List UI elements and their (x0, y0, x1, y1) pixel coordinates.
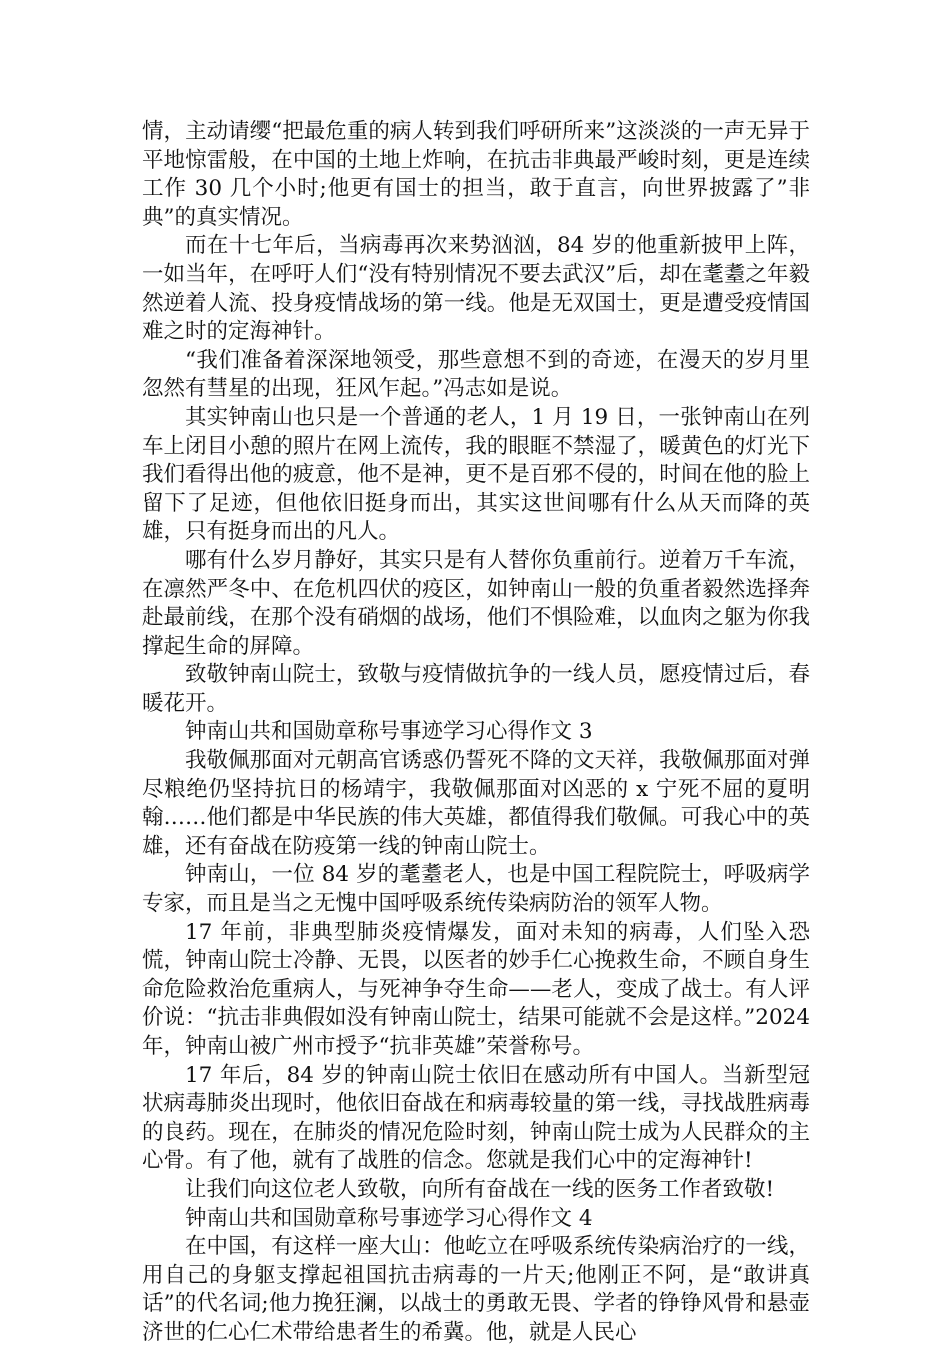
paragraph: 钟南山，一位 84 岁的耄耋老人，也是中国工程院院士，呼吸病学专家，而且是当之无愧中国呼吸系统传染病防治的领军人物。 (142, 862, 810, 917)
paragraph: 17 年前，非典型肺炎疫情爆发，面对未知的病毒，人们坠入恐慌，钟南山院士冷静、无畏，以医者的妙手仁心挽救生命，不顾自身生命危险救治危重病人，与死神争夺生命——老人，变成了战士。有人评价说：“抗击非典假如没有钟南山院士，结果可能就不会是这样。”2024 年，钟南山被广州市授予“抗非英雄”荣誉称号。 (142, 919, 810, 1059)
paragraph: “我们准备着深深地领受，那些意想不到的奇迹，在漫天的岁月里忽然有彗星的出现，狂风乍起。”冯志如是说。 (142, 347, 810, 402)
paragraph: 致敬钟南山院士，致敬与疫情做抗争的一线人员，愿疫情过后，春暖花开。 (142, 662, 810, 716)
paragraph: 情，主动请缨“把最危重的病人转到我们呼研所来”这淡淡的一声无异于平地惊雷般，在中国的土地上炸响，在抗击非典最严峻时刻，更是连续工作 30 几个小时;他更有国士的担当，敢于直言，向世界披露了”非典”的真实情况。 (142, 119, 810, 230)
section-heading: 钟南山共和国勋章称号事迹学习心得作文 4 (185, 1205, 593, 1231)
paragraph: 我敬佩那面对元朝高官诱惑仍誓死不降的文天祥，我敬佩那面对弹尽粮绝仍坚持抗日的杨靖宇，我敬佩那面对凶恶的 x 宁死不屈的夏明翰……他们都是中华民族的伟大英雄，都值得我们敬佩。可我心中的英雄，还有奋战在防疫第一线的钟南山院士。 (142, 748, 810, 859)
paragraph: 哪有什么岁月静好，其实只是有人替你负重前行。逆着万千车流，在凛然严冬中、在危机四伏的疫区，如钟南山一般的负重者毅然选择奔赴最前线，在那个没有硝烟的战场，他们不惧险难，以血肉之躯为你我撑起生命的屏障。 (142, 547, 810, 659)
paragraph: 让我们向这位老人致敬，向所有奋战在一线的医务工作者致敬! (185, 1176, 775, 1202)
paragraph: 在中国，有这样一座大山：他屹立在呼吸系统传染病治疗的一线，用自己的身躯支撑起祖国抗击病毒的一片天;他刚正不阿，是“敢讲真话”的代名词;他力挽狂澜，以战士的勇敢无畏、学者的铮铮风骨和悬壶济世的仁心仁术带给患者生的希冀。他，就是人民心 (142, 1234, 810, 1345)
paragraph: 而在十七年后，当病毒再次来势汹汹，84 岁的他重新披甲上阵，一如当年，在呼吁人们“没有特别情况不要去武汉”后，却在耄耋之年毅然逆着人流、投身疫情战场的第一线。他是无双国士，更是遭受疫情国难之时的定海神针。 (142, 233, 810, 345)
paragraph: 17 年后，84 岁的钟南山院士依旧在感动所有中国人。当新型冠状病毒肺炎出现时，他依旧奋战在和病毒较量的第一线，寻找战胜病毒的良药。现在，在肺炎的情况危险时刻，钟南山院士成为人民群众的主心骨。有了他，就有了战胜的信念。您就是我们心中的定海神针! (142, 1062, 810, 1174)
section-heading: 钟南山共和国勋章称号事迹学习心得作文 3 (185, 719, 593, 745)
document-page (142, 118, 810, 1348)
paragraph: 其实钟南山也只是一个普通的老人，1 月 19 日，一张钟南山在列车上闭目小憩的照片在网上流传，我的眼眶不禁湿了，暖黄色的灯光下我们看得出他的疲意，他不是神，更不是百邪不侵的，时间在他的脸上留下了足迹，但他依旧挺身而出，其实这世间哪有什么从天而降的英雄，只有挺身而出的凡人。 (142, 404, 810, 545)
